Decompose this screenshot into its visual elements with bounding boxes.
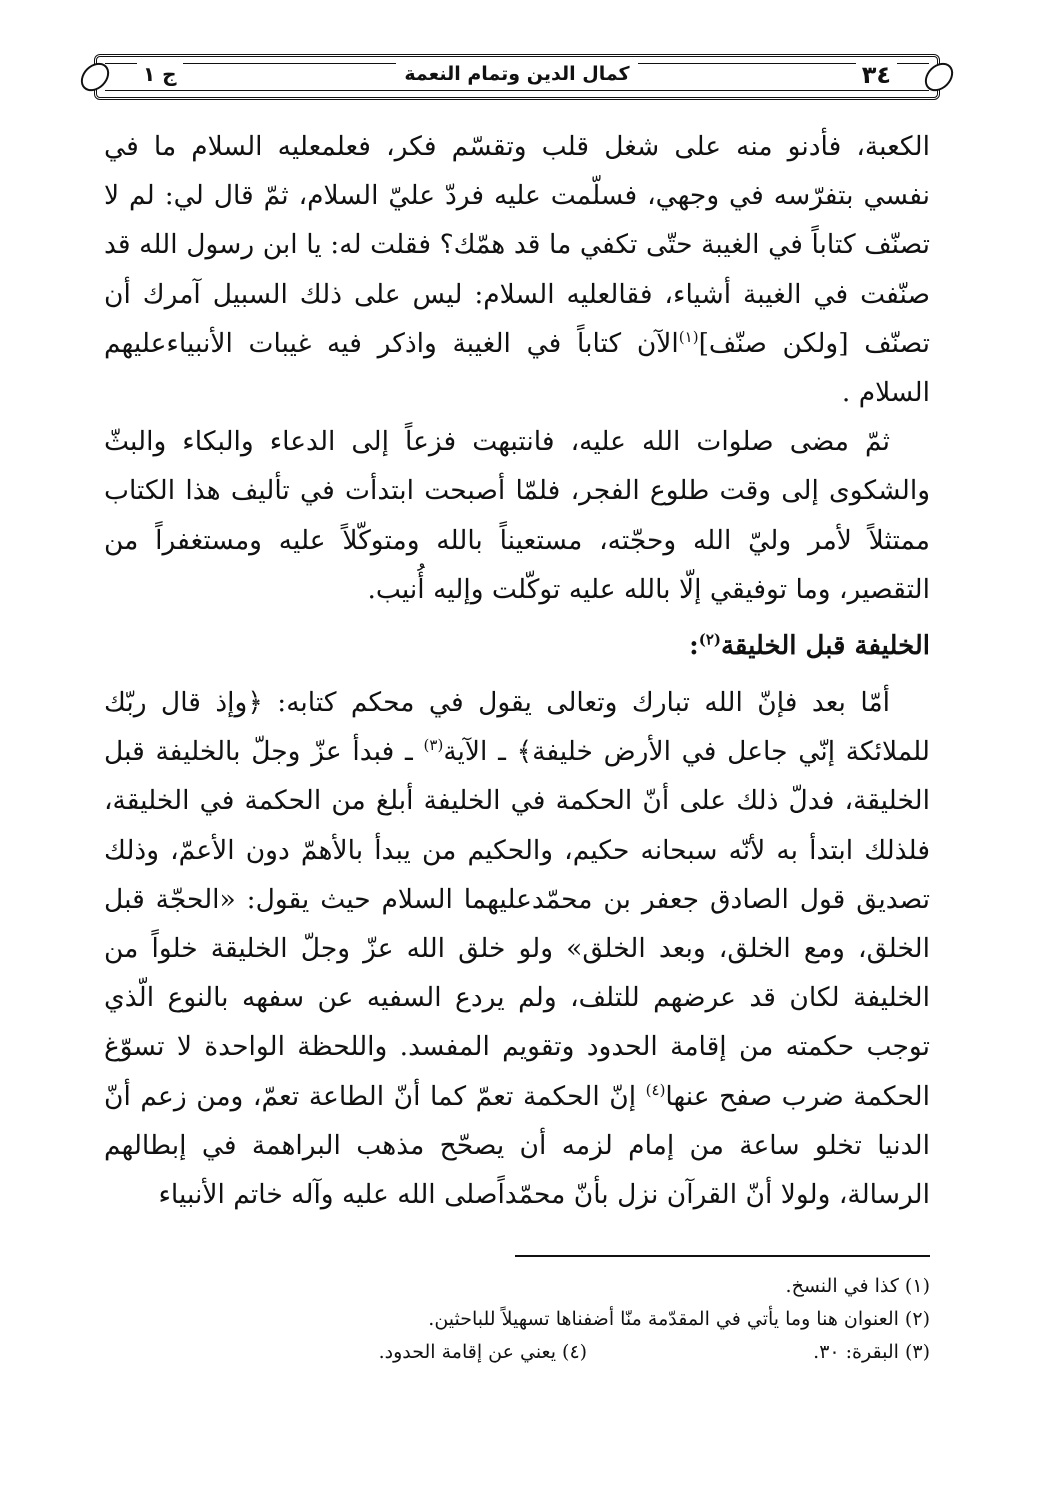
footnote-ref-3: (٣) (423, 736, 444, 755)
paragraph-3-part-a: أمّا بعد فإنّ الله تبارك وتعالى يقول في محكم كتابه: ﴿وإذ قال ربّك للملائكة إنّي جاعل في الأرض خليفة﴾ ـ الآية (104, 687, 930, 768)
page-number: ٣٤ (856, 61, 897, 89)
section-heading-colon: : (689, 631, 699, 662)
footnote-ref-2: (٢) (698, 630, 721, 649)
footnote-3: (٣) البقرة: ٣٠. (813, 1341, 930, 1363)
footnote-ref-1: (١) (678, 327, 699, 346)
main-text (104, 122, 930, 1219)
footnotes (104, 1270, 930, 1369)
volume-label: ج ١ (137, 62, 183, 86)
running-header (94, 54, 940, 100)
footnote-4: (٤) يعني عن إقامة الحدود. (378, 1341, 588, 1363)
paragraph-3 (104, 678, 930, 1219)
book-title-wrap (97, 63, 937, 85)
footnote-ref-4: (٤) (645, 1080, 666, 1099)
paragraph-1-text: الكعبة، فأدنو منه على شغل قلب وتقسّم فكر، فعلمعليه السلام ما في نفسي بتفرّسه في وجهي، فسلّمت عليه فردّ عليّ السلام، ثمّ قال لي: لم لا تصنّف كتاباً في الغيبة حتّى تكفي ما قد همّك؟ فقلت له: يا ابن رسول الله قد صنّفت في الغيبة أشياء، فقالعليه السلام: ليس على ذلك السبيل آمرك أن تصنّف [ولكن صنّف] (104, 131, 930, 359)
footnote-separator (515, 1255, 930, 1257)
paragraph-1 (104, 122, 930, 417)
footnote-1: (١) كذا في النسخ. (785, 1275, 930, 1297)
footnote-row-3-4 (104, 1336, 930, 1369)
paragraph-3-part-c: إنّ الحكمة تعمّ كما أنّ الطاعة تعمّ، ومن زعم أنّ الدنيا تخلو ساعة من إمام لزمه أن يصحّح مذهب البراهمة في إبطالهم الرسالة، ولولا أنّ القرآن نزل بأنّ محمّداًصلى الله عليه وآله خاتم الأنبياء (104, 1080, 930, 1211)
book-title: كمال الدين وتمام النعمة (396, 63, 637, 85)
section-heading (104, 620, 930, 672)
paragraph-1-tail: الآن كتاباً في الغيبة واذكر فيه غيبات الأنبياءعليهم السلام . (104, 327, 930, 409)
paragraph-2: ثمّ مضى صلوات الله عليه، فانتبهت فزعاً إلى الدعاء والبكاء والبثّ والشكوى إلى وقت طلوع الفجر، فلمّا أصبحت ابتدأت في تأليف هذا الكتاب ممتثلاً لأمر وليّ الله وحجّته، مستعيناً بالله ومتوكّلاً عليه ومستغفراً من التقصير، وما توفيقي إلّا بالله عليه توكّلت وإليه أُنيب. (104, 426, 930, 605)
footnote-2: (٢) العنوان هنا وما يأتي في المقدّمة منّا أضفناها تسهيلاً للباحثين. (428, 1308, 930, 1330)
paragraph-3-part-b: ـ فبدأ عزّ وجلّ بالخليفة قبل الخليقة، فدلّ ذلك على أنّ الحكمة في الخليفة أبلغ من الحكمة في الخليقة، فلذلك ابتدأ به لأنّه سبحانه حكيم، والحكيم من يبدأ بالأهمّ دون الأعمّ، وذلك تصديق قول الصادق جعفر بن محمّدعليهما السلام حيث يقول: «الحجّة قبل الخلق، ومع الخلق، وبعد الخلق» ولو خلق الله عزّ وجلّ الخليقة خلواً من الخليفة لكان قد عرضهم للتلف، ولم يردع السفيه عن سفهه بالنوع الّذي توجب حكمته من إقامة الحدود وتقويم المفسد. واللحظة الواحدة لا تسوّغ الحكمة ضرب صفح عنها (104, 736, 930, 1112)
section-heading-text: الخليفة قبل الخليقة (720, 631, 930, 662)
